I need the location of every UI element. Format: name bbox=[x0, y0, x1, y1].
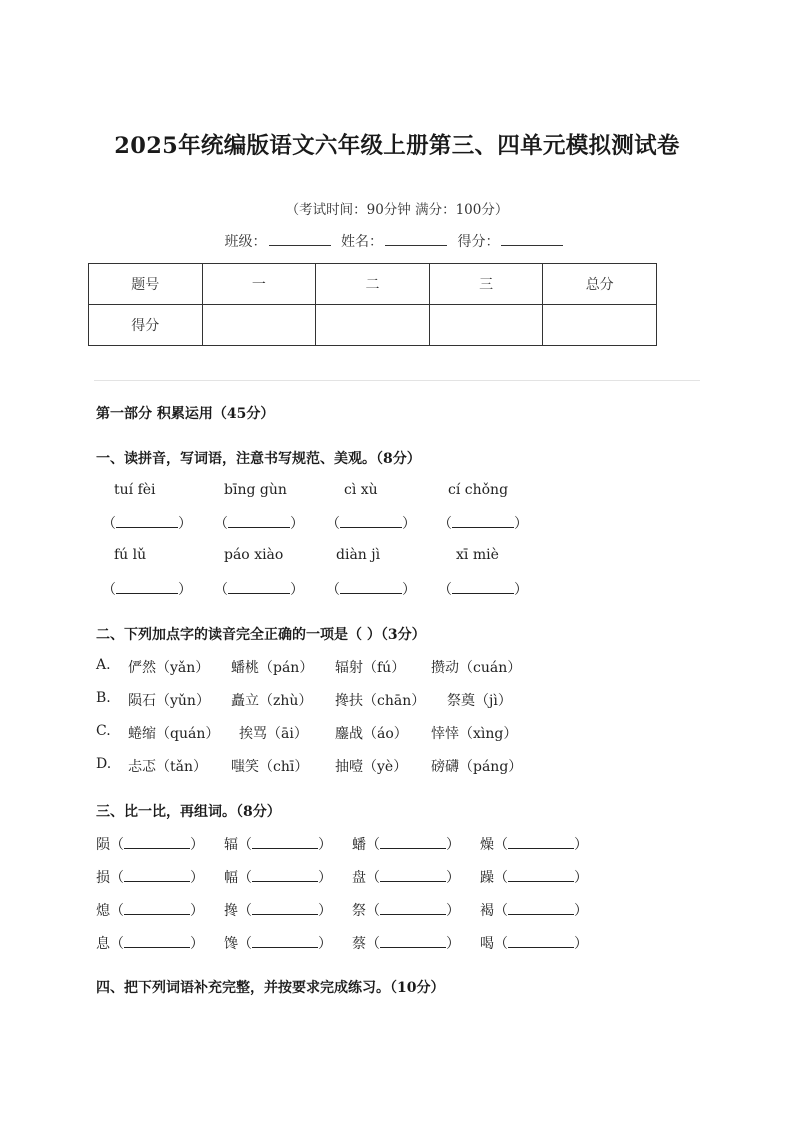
score-table-header-cell: 总分 bbox=[543, 264, 657, 305]
option-c-word: 鏖战（áo） bbox=[335, 726, 408, 742]
q3-heading: 三、比一比，再组词。（8分） bbox=[96, 804, 281, 820]
compare-item[interactable]: 蔡（ ） bbox=[352, 933, 460, 953]
pinyin-label: páo xiào bbox=[224, 547, 284, 563]
score-cell[interactable] bbox=[429, 305, 543, 346]
option-letter-b[interactable]: B. bbox=[96, 690, 111, 706]
answer-blank[interactable]: （ ） bbox=[438, 513, 528, 533]
compare-char: 搀 bbox=[224, 903, 238, 919]
option-letter-a[interactable]: A. bbox=[96, 657, 111, 673]
option-d-word: 忐忑（tǎn） bbox=[128, 759, 207, 775]
compare-char: 蔡 bbox=[352, 936, 366, 952]
compare-item[interactable]: 喝（ ） bbox=[480, 933, 588, 953]
compare-char: 息 bbox=[96, 936, 110, 952]
score-blank[interactable] bbox=[501, 233, 563, 246]
option-c-word: 蜷缩（quán） bbox=[128, 726, 220, 742]
name-label: 姓名： bbox=[341, 234, 383, 250]
option-a-word: 辐射（fú） bbox=[335, 660, 406, 676]
compare-item[interactable]: 蟠（ ） bbox=[352, 834, 460, 854]
compare-item[interactable]: 幅（ ） bbox=[224, 867, 332, 887]
compare-item[interactable]: 躁（ ） bbox=[480, 867, 588, 887]
option-c-word: 挨骂（āi） bbox=[239, 726, 308, 742]
answer-blank[interactable]: （ ） bbox=[102, 513, 192, 533]
compare-char: 盘 bbox=[352, 870, 366, 886]
part1-heading: 第一部分 积累运用（45分） bbox=[96, 406, 275, 422]
score-cell[interactable] bbox=[316, 305, 430, 346]
compare-item[interactable]: 息（ ） bbox=[96, 933, 204, 953]
score-table-header-row bbox=[89, 264, 657, 305]
compare-char: 馋 bbox=[224, 936, 238, 952]
q1-heading: 一、读拼音，写词语，注意书写规范、美观。（8分） bbox=[96, 451, 421, 467]
answer-blank[interactable]: （ ） bbox=[102, 579, 192, 599]
page-title: 2025年统编版语文六年级上册第三、四单元模拟测试卷 bbox=[114, 133, 680, 159]
compare-char: 祭 bbox=[352, 903, 366, 919]
score-table-header-cell: 一 bbox=[202, 264, 316, 305]
pinyin-label: tuí fèi bbox=[114, 482, 156, 498]
compare-char: 幅 bbox=[224, 870, 238, 886]
option-d-word: 抽噎（yè） bbox=[335, 759, 408, 775]
option-a-word: 攒动（cuán） bbox=[431, 660, 522, 676]
compare-char: 喝 bbox=[480, 936, 494, 952]
compare-item[interactable]: 燥（ ） bbox=[480, 834, 588, 854]
compare-char: 褐 bbox=[480, 903, 494, 919]
compare-item[interactable]: 搀（ ） bbox=[224, 900, 332, 920]
compare-item[interactable]: 熄（ ） bbox=[96, 900, 204, 920]
compare-char: 陨 bbox=[96, 837, 110, 853]
student-info-line bbox=[0, 231, 794, 251]
compare-char: 蟠 bbox=[352, 837, 366, 853]
pinyin-label: bīng gùn bbox=[224, 482, 287, 498]
option-d-word: 嗤笑（chī） bbox=[231, 759, 309, 775]
answer-blank[interactable]: （ ） bbox=[214, 513, 304, 533]
compare-char: 损 bbox=[96, 870, 110, 886]
class-blank[interactable] bbox=[269, 233, 331, 246]
pinyin-label: cì xù bbox=[344, 482, 378, 498]
score-label: 得分： bbox=[457, 234, 500, 250]
compare-item[interactable]: 褐（ ） bbox=[480, 900, 588, 920]
option-b-word: 搀扶（chān） bbox=[335, 693, 426, 709]
score-row-label: 得分 bbox=[89, 305, 203, 346]
section-divider bbox=[94, 380, 700, 381]
pinyin-label: fú lǔ bbox=[114, 547, 147, 563]
score-cell[interactable] bbox=[543, 305, 657, 346]
option-b-word: 陨石（yǔn） bbox=[128, 693, 210, 709]
option-d-word: 磅礴（páng） bbox=[431, 759, 523, 775]
pinyin-label: xī miè bbox=[456, 547, 499, 563]
option-c-word: 悻悻（xìng） bbox=[431, 726, 518, 742]
compare-item[interactable]: 馋（ ） bbox=[224, 933, 332, 953]
score-table-header-cell: 题号 bbox=[89, 264, 203, 305]
pinyin-label: diàn jì bbox=[336, 547, 381, 563]
option-b-word: 矗立（zhù） bbox=[231, 693, 313, 709]
answer-blank[interactable]: （ ） bbox=[326, 579, 416, 599]
answer-blank[interactable]: （ ） bbox=[214, 579, 304, 599]
answer-blank[interactable]: （ ） bbox=[326, 513, 416, 533]
name-blank[interactable] bbox=[385, 233, 447, 246]
option-letter-d[interactable]: D. bbox=[96, 756, 112, 772]
compare-item[interactable]: 盘（ ） bbox=[352, 867, 460, 887]
compare-char: 燥 bbox=[480, 837, 494, 853]
option-a-word: 俨然（yǎn） bbox=[128, 660, 210, 676]
score-cell[interactable] bbox=[202, 305, 316, 346]
pinyin-label: cí chǒng bbox=[448, 482, 509, 498]
exam-info: （考试时间：90分钟 满分：100分） bbox=[285, 202, 509, 218]
answer-blank[interactable]: （ ） bbox=[438, 579, 528, 599]
score-table-header-cell: 三 bbox=[429, 264, 543, 305]
class-label: 班级： bbox=[224, 234, 267, 250]
compare-item[interactable]: 陨（ ） bbox=[96, 834, 204, 854]
option-b-word: 祭奠（jì） bbox=[447, 693, 512, 709]
compare-char: 辐 bbox=[224, 837, 238, 853]
score-table bbox=[88, 263, 657, 346]
option-letter-c[interactable]: C. bbox=[96, 723, 111, 739]
q4-heading: 四、把下列词语补充完整，并按要求完成练习。（10分） bbox=[96, 980, 445, 996]
compare-item[interactable]: 损（ ） bbox=[96, 867, 204, 887]
score-table-score-row bbox=[89, 305, 657, 346]
compare-item[interactable]: 辐（ ） bbox=[224, 834, 332, 854]
compare-char: 熄 bbox=[96, 903, 110, 919]
compare-char: 躁 bbox=[480, 870, 494, 886]
score-table-header-cell: 二 bbox=[316, 264, 430, 305]
q2-heading: 二、下列加点字的读音完全正确的一项是（ ）（3分） bbox=[96, 627, 426, 643]
compare-item[interactable]: 祭（ ） bbox=[352, 900, 460, 920]
option-a-word: 蟠桃（pán） bbox=[231, 660, 314, 676]
